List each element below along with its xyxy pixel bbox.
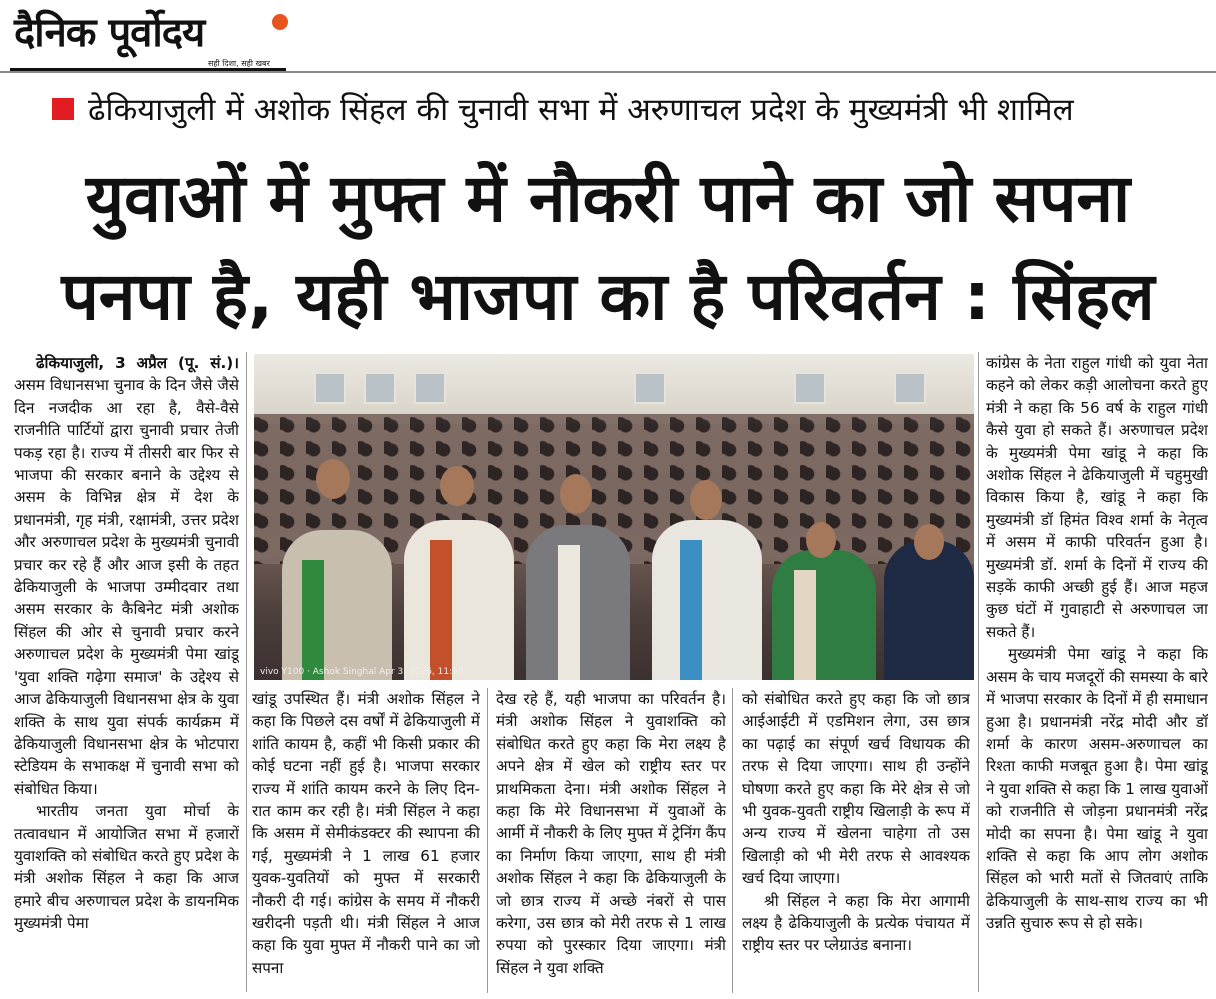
photo-guest	[884, 540, 974, 680]
col4-paragraph-2: श्री सिंहल ने कहा कि मेरा आगामी लक्ष्य है ढेकियाजुली के प्रत्येक पंचायत में राष्ट्रीय स्तर पर प्लेग्राउंड बनाना।	[742, 891, 970, 955]
photo-window	[634, 372, 666, 404]
event-photo	[254, 354, 974, 680]
photo-window	[894, 372, 926, 404]
photo-guest	[282, 530, 392, 680]
masthead	[10, 8, 300, 70]
photo-window	[314, 372, 346, 404]
column-divider	[487, 688, 488, 993]
photo-window	[794, 372, 826, 404]
newspaper-logo: दैनिक पूर्वोदय	[14, 9, 205, 56]
headline-line-1: युवाओं में मुफ्त में नौकरी पाने का जो सपना	[85, 160, 1131, 237]
column-divider	[246, 352, 247, 992]
article-column-3	[496, 688, 726, 993]
photo-stole	[302, 560, 324, 680]
photo-caption: vivo Y100 · Ashok Singhal Apr 3, 2026, 11:58	[260, 667, 464, 677]
photo-stole	[430, 540, 452, 680]
photo-guest	[772, 550, 876, 680]
photo-stole	[558, 545, 580, 680]
article-column-5	[986, 352, 1208, 992]
kicker	[52, 86, 1202, 136]
photo-guest-head	[440, 466, 474, 506]
photo-window	[364, 372, 396, 404]
photo-stole	[794, 570, 816, 680]
logo-dot-icon	[272, 14, 288, 30]
photo-guest-head	[560, 474, 592, 514]
col5-paragraph-1: कांग्रेस के नेता राहुल गांधी को युवा नेता कहने को लेकर कड़ी आलोचना करते हुए मंत्री ने कहा कि 56 वर्ष के राहुल गांधी कैसे युवा हो सकते हैं। अरुणाचल प्रदेश के मुख्यमंत्री पेमा खांडू ने कहा कि अशोक सिंहल ने ढेकियाजुली में चहुमुखी विकास किया है, खांडू ने कहा कि मुख्यमंत्री डॉ हिमंत विश्व शर्मा के नेतृत्व में असम में काफी परिवर्तन हुआ है। मुख्यमंत्री डॉ. शर्मा के दिनों में राज्य की सड़कें काफी अच्छी हुई हैं। आज महज कुछ घंटों में गुवाहाटी से अरुणाचल जा सकते हैं।	[986, 354, 1208, 641]
col5-paragraph-2: मुख्यमंत्री पेमा खांडू ने कहा कि असम के चाय मजदूरों की समस्या के बारे में भाजपा सरकार के दिनों में ही समाधान हुआ है। प्रधानमंत्री नरेंद्र मोदी और डॉ शर्मा के कारण असम-अरुणाचल का रिश्ता काफी मजबूत हुआ है। पेमा खांडू ने युवा शक्ति से कहा कि 1 लाख युवाओं को राजनीति से जोड़ना प्रधानमंत्री नरेंद्र मोदी का सपना है। पेमा खांडू ने युवा शक्ति से कहा कि आप लोग अशोक सिंहल को भारी मतों से जितवाएं ताकि ढेकियाजुली के साथ-साथ राज्य का भी उन्नति सुचारु रूप से हो सके।	[986, 645, 1208, 933]
col2-paragraph: खांडू उपस्थित हैं। मंत्री अशोक सिंहल ने कहा कि पिछले दस वर्षों में ढेकियाजुली में शांति कायम है, कहीं भी किसी प्रकार की कोई घटना नहीं हुई है। भाजपा सरकार राज्य में शांति कायम करने के लिए दिन-रात काम कर रही है। मंत्री सिंहल ने कहा कि असम में सेमीकंडक्टर की स्थापना की गई, मुख्यमंत्री ने 1 लाख 61 हजार युवक-युवतियों को मुफ्त में सरकारी नौकरी दी गई। कांग्रेस के समय में नौकरी खरीदनी पड़ती थी। मंत्री सिंहल ने आज कहा कि युवा मुफ्त में नौकरी पाने का जो सपना	[252, 690, 480, 977]
kicker-text: ढेकियाजुली में अशोक सिंहल की चुनावी सभा में अरुणाचल प्रदेश के मुख्यमंत्री भी शामिल	[88, 92, 1074, 128]
col1-paragraph-1: असम विधानसभा चुनाव के दिन जैसे जैसे दिन नजदीक आ रहा है, वैसे-वैसे राजनीति पार्टियों द्वारा चुनावी प्रचार तेजी पकड़ रहा है। राज्य में तीसरी बार फिर से भाजपा की सरकार बनाने के उद्देश्य से असम के विभिन्न क्षेत्र में देश के प्रधानमंत्री, गृह मंत्री, रक्षामंत्री, उत्तर प्रदेश और अरुणाचल प्रदेश के मुख्यमंत्री चुनावी प्रचार कर रहे हैं और आज इसी के तहत ढेकियाजुली के भाजपा उम्मीदवार तथा असम सरकार के कैबिनेट मंत्री अशोक सिंहल की ओर से चुनावी प्रचार करने अरुणाचल प्रदेश के मुख्यमंत्री पेमा खांडू 'युवा शक्ति गढ़ेगा समाज' के उद्देश्य से आज ढेकियाजुली विधानसभा क्षेत्र के युवा शक्ति के साथ युवा संपर्क कार्यक्रम में ढेकियाजुली विधानसभा क्षेत्र के भोटपारा स्टेडियम के सभाकक्ष में चुनावी सभा को संबोधित किया।	[14, 376, 239, 798]
headline	[20, 150, 1196, 346]
photo-guest-head	[806, 522, 836, 558]
photo-guest	[652, 520, 762, 680]
photo-stole	[680, 540, 702, 680]
photo-guest-head	[316, 459, 350, 499]
column-divider	[732, 688, 733, 993]
article-column-1	[14, 352, 239, 992]
dateline: ढेकियाजुली, 3 अप्रैल (पू. सं.)।	[36, 354, 239, 372]
photo-guest-head	[914, 524, 944, 560]
col4-paragraph-1: को संबोधित करते हुए कहा कि जो छात्र आईआईटी में एडमिशन लेगा, उस छात्र का पढ़ाई का संपूर्ण खर्च विधायक की तरफ से दिया जाएगा। साथ ही उन्होंने घोषणा करते हुए कहा कि मेरे क्षेत्र से जो भी युवक-युवती राष्ट्रीय खिलाड़ी के रूप में अन्य राज्य में खेलना चाहेगा तो उस खिलाड़ी को भी मेरी तरफ से आवश्यक खर्च दिया जाएगा।	[742, 690, 970, 888]
col1-paragraph-2: भारतीय जनता युवा मोर्चा के तत्वावधान में आयोजित सभा में हजारों युवाशक्ति को संबोधित करते हुए प्रदेश के मंत्री अशोक सिंहल ने कहा कि आज हमारे बीच अरुणाचल प्रदेश के डायनमिक मुख्यमंत्री पेमा	[14, 802, 239, 933]
headline-line-2: पनपा है, यही भाजपा का है परिवर्तन : सिंहल	[61, 258, 1155, 335]
photo-guest	[404, 520, 514, 680]
newspaper-tagline: सही दिशा, सही खबर	[208, 59, 270, 68]
photo-window	[414, 372, 446, 404]
article-column-4	[742, 688, 970, 993]
col3-paragraph: देख रहे हैं, यही भाजपा का परिवर्तन है। मंत्री अशोक सिंहल ने युवाशक्ति को संबोधित करते हुए कहा कि मेरा लक्ष्य है अपने क्षेत्र में खेल को राष्ट्रीय स्तर पर प्राथमिकता देना। मंत्री अशोक सिंहल ने कहा कि मेरे विधानसभा में युवाओं के आर्मी में नौकरी के लिए मुफ्त में ट्रेनिंग कैंप का निर्माण किया जाएगा, साथ ही मंत्री अशोक सिंहल ने कहा कि ढेकियाजुली के जो छात्र राज्य में अच्छे नंबरों से पास करेगा, उस छात्र को मेरी तरफ से 1 लाख रुपया को पुरस्कार दिया जाएगा। मंत्री सिंहल ने युवा शक्ति	[496, 690, 726, 977]
article-column-2	[252, 688, 480, 993]
page-divider	[0, 71, 1216, 73]
photo-guest-head	[690, 480, 722, 520]
kicker-bullet-icon	[52, 98, 74, 120]
column-divider	[978, 352, 979, 992]
